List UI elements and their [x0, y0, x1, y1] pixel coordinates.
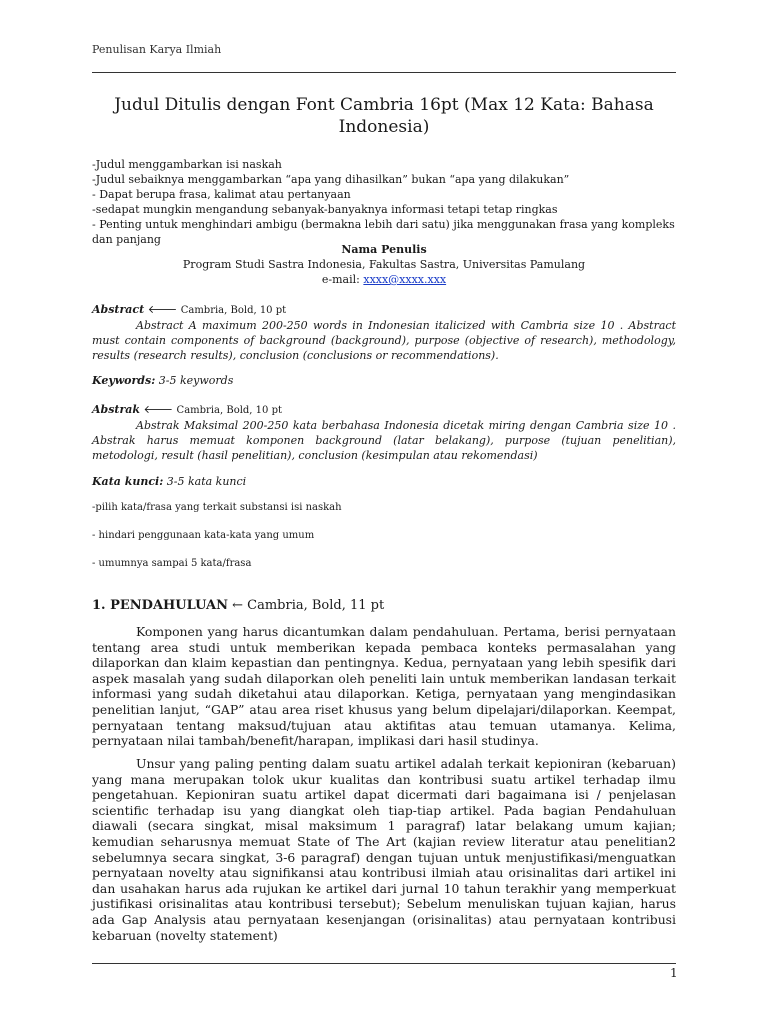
left-arrow-icon: 🡐 — [143, 403, 174, 416]
keyword-note: -pilih kata/frasa yang terkait substansi isi naskah — [92, 502, 342, 513]
kata-kunci-label: Kata kunci: — [92, 475, 164, 488]
keyword-note: - umumnya sampai 5 kata/frasa — [92, 558, 252, 569]
abstract-indonesian — [92, 402, 676, 463]
section-format-note: ← Cambria, Bold, 11 pt — [227, 598, 385, 613]
guideline-item: -Judul sebaiknya menggambarkan “apa yang dihasilkan” bukan “apa yang dilakukan” — [92, 173, 570, 186]
email-label: e-mail: — [321, 273, 364, 286]
keywords-label: Keywords: — [92, 374, 156, 387]
body-paragraph: Komponen yang harus dicantumkan dalam pendahuluan. Pertama, berisi pernyataan tentang area studi untuk memberikan kepada pembaca konteks permasalahan yang dilaporkan dan klaim kepastian dan pentingnya. Kedua, pernyataan yang lebih spesifik dari aspek masalah yang sudah dilaporkan oleh peneliti lain untuk memberikan landasan terkait informasi yang sudah diketahui atau dilaporkan. Ketiga, pernyataan yang mengindasikan penelitian lanjut, “GAP” atau area riset khusus yang belum dipelajari/dilaporkan. Keempat, pernyataan tentang maksud/tujuan atau aktifitas atau temuan utamanya. Kelima, pernyataan nilai tambah/benefit/harapan, implikasi dari hasil studinya. — [92, 624, 676, 749]
keywords-english — [92, 373, 676, 388]
title-guidelines — [92, 157, 676, 247]
guideline-item: -Judul menggambarkan isi naskah — [92, 158, 282, 171]
abstrak-body: Abstrak Maksimal 200-250 kata berbahasa Indonesia dicetak miring dengan Cambria size 10 . Abstrak harus memuat komponen background (latar belakang), purpose (tujuan penelitian), metodologi, result (hasil penelitian), conclusion (kesimpulan atau rekomendasi) — [92, 419, 676, 462]
kata-kunci-value: 3-5 kata kunci — [163, 475, 247, 488]
left-arrow-icon: 🡐 — [147, 303, 178, 316]
keyword-note: - hindari penggunaan kata-kata yang umum — [92, 530, 315, 541]
author-email-line — [92, 272, 676, 287]
author-email-link[interactable]: xxxx@xxxx.xxx — [363, 273, 447, 286]
abstract-body: Abstract A maximum 200-250 words in Indonesian italicized with Cambria size 10 . Abstract must contain components of background (background), purpose (objective of research), methodology, results (research results), conclusion (conclusions or recommendations). — [92, 319, 676, 362]
author-block — [92, 242, 676, 287]
footer-divider — [92, 963, 676, 964]
page-number: 1 — [670, 966, 678, 980]
abstract-heading: Abstract — [92, 303, 145, 316]
abstract-format-note: Cambria, Bold, 10 pt — [180, 305, 287, 316]
author-affiliation: Program Studi Sastra Indonesia, Fakultas Sastra, Universitas Pamulang — [182, 258, 586, 271]
guideline-item: -sedapat mungkin mengandung sebanyak-banyaknya informasi tetapi tetap ringkas — [92, 203, 558, 216]
body-paragraph: Unsur yang paling penting dalam suatu artikel adalah terkait kepioniran (kebaruan) yang mana merupakan tolok ukur kualitas dan kontribusi suatu artikel terhadap ilmu pengetahuan. Kepioniran suatu artikel dapat dicermati dari bagaimana isi / penjelasan scientific terhadap isu yang diangkat oleh tiap-tiap artikel. Pada bagian Pendahuluan diawali (secara singkat, misal maksimum 1 paragraf) latar belakang umum kajian; kemudian seharusnya memuat State of The Art (kajian review literatur atau penelitian2 sebelumnya secara singkat, 3-6 paragraf) dengan tujuan untuk menjustifikasi/menguatkan pernyataan novelty atau signifikansi atau kontribusi ilmiah atau orisinalitas dari artikel ini dan usahakan harus ada rujukan ke artikel dari jurnal 10 tahun terakhir yang memperkuat justifikasi orisinalitas atau kontribusi tersebut); Sebelum menuliskan tujuan kajian, harus ada Gap Analysis atau pernyataan kesenjangan (orisinalitas) atau pernyataan kontribusi kebaruan (novelty statement) — [92, 756, 676, 943]
keywords-indonesian — [92, 474, 676, 489]
header-divider — [92, 72, 676, 73]
running-header: Penulisan Karya Ilmiah — [92, 43, 222, 56]
guideline-item: - Penting untuk menghindari ambigu (bermakna lebih dari satu) jika menggunakan frasa yang kompleks dan panjang — [92, 218, 675, 246]
guideline-item: - Dapat berupa frasa, kalimat atau pertanyaan — [92, 188, 351, 201]
paper-title: Judul Ditulis dengan Font Cambria 16pt (Max 12 Kata: Bahasa Indonesia) — [114, 95, 654, 137]
abstract-english — [92, 302, 676, 363]
abstrak-format-note: Cambria, Bold, 10 pt — [176, 405, 282, 416]
section-title: 1. PENDAHULUAN — [92, 598, 228, 613]
abstrak-heading: Abstrak — [92, 403, 141, 416]
section-heading — [92, 598, 384, 613]
keywords-value: 3-5 keywords — [155, 374, 234, 387]
author-name: Nama Penulis — [341, 243, 427, 256]
